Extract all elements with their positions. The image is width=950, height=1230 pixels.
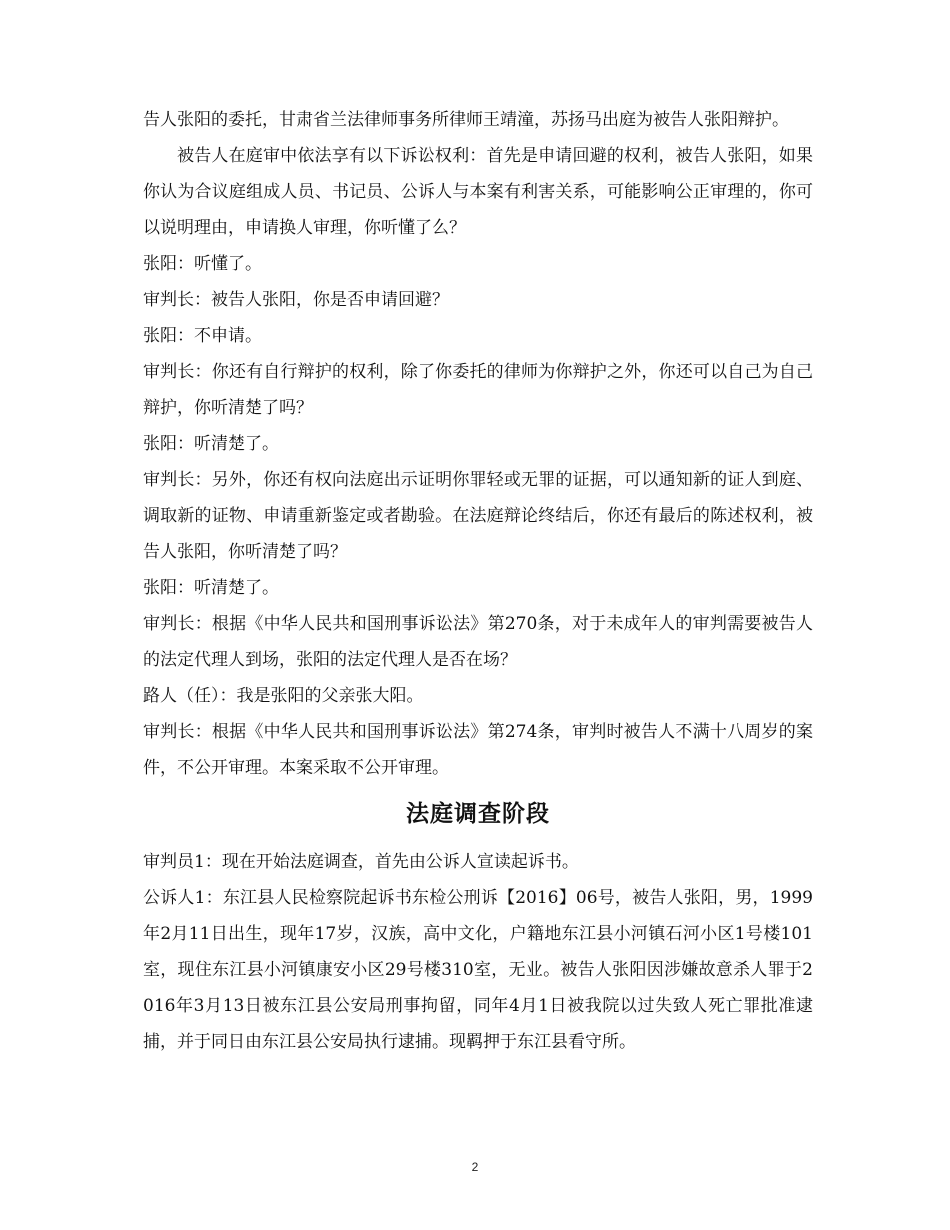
paragraph: 张阳：听清楚了。 [143,578,279,598]
paragraph: 路人（任）：我是张阳的父亲张大阳。 [143,686,424,706]
paragraph: 审判员1：现在开始法庭调查，首先由公诉人宣读起诉书。 [143,852,579,872]
paragraph: 公诉人1：东江县人民检察院起诉书东检公刑诉【2016】06号，被告人张阳，男，1999年2月11日出生，现年17岁，汉族，高中文化，户籍地东江县小河镇石河小区1号楼101室，现住东江县小河镇康安小区29号楼310室，无业。被告人张阳因涉嫌故意杀人罪于2016年3月13日被东江县公安局刑事拘留，同年4月1日被我院以过失致人死亡罪批准逮捕，并于同日由东江县公安局执行逮捕。现羁押于东江县看守所。 [143,888,813,1052]
transcript-section-investigation [143,844,813,1060]
paragraph: 审判长：根据《中华人民共和国刑事诉讼法》第274条，审判时被告人不满十八周岁的案件，不公开审理。本案采取不公开审理。 [143,722,813,778]
paragraph: 张阳：听懂了。 [143,254,262,274]
paragraph: 审判长：被告人张阳，你是否申请回避？ [143,290,449,310]
section-heading: 法庭调查阶段 [406,801,550,827]
paragraph: 审判长：根据《中华人民共和国刑事诉讼法》第270条，对于未成年人的审判需要被告人的法定代理人到场，张阳的法定代理人是否在场？ [143,614,813,670]
paragraph: 审判长：你还有自行辩护的权利，除了你委托的律师为你辩护之外，你还可以自己为自己辩护，你听清楚了吗？ [143,362,813,418]
page-body [143,102,813,1060]
paragraph: 告人张阳的委托，甘肃省兰法律师事务所律师王靖潼，苏扬马出庭为被告人张阳辩护。 [143,110,789,130]
transcript-section-rights [143,102,813,786]
page-number: 2 [471,1160,479,1174]
paragraph: 被告人在庭审中依法享有以下诉讼权利：首先是申请回避的权利，被告人张阳，如果你认为合议庭组成人员、书记员、公诉人与本案有利害关系，可能影响公正审理的，你可以说明理由，申请换人审理，你听懂了么？ [143,146,813,238]
paragraph: 张阳：不申请。 [143,326,262,346]
paragraph: 审判长：另外，你还有权向法庭出示证明你罪轻或无罪的证据，可以通知新的证人到庭、调取新的证物、申请重新鉴定或者勘验。在法庭辩论终结后，你还有最后的陈述权利，被告人张阳，你听清楚了吗？ [143,470,813,562]
paragraph: 张阳：听清楚了。 [143,434,279,454]
